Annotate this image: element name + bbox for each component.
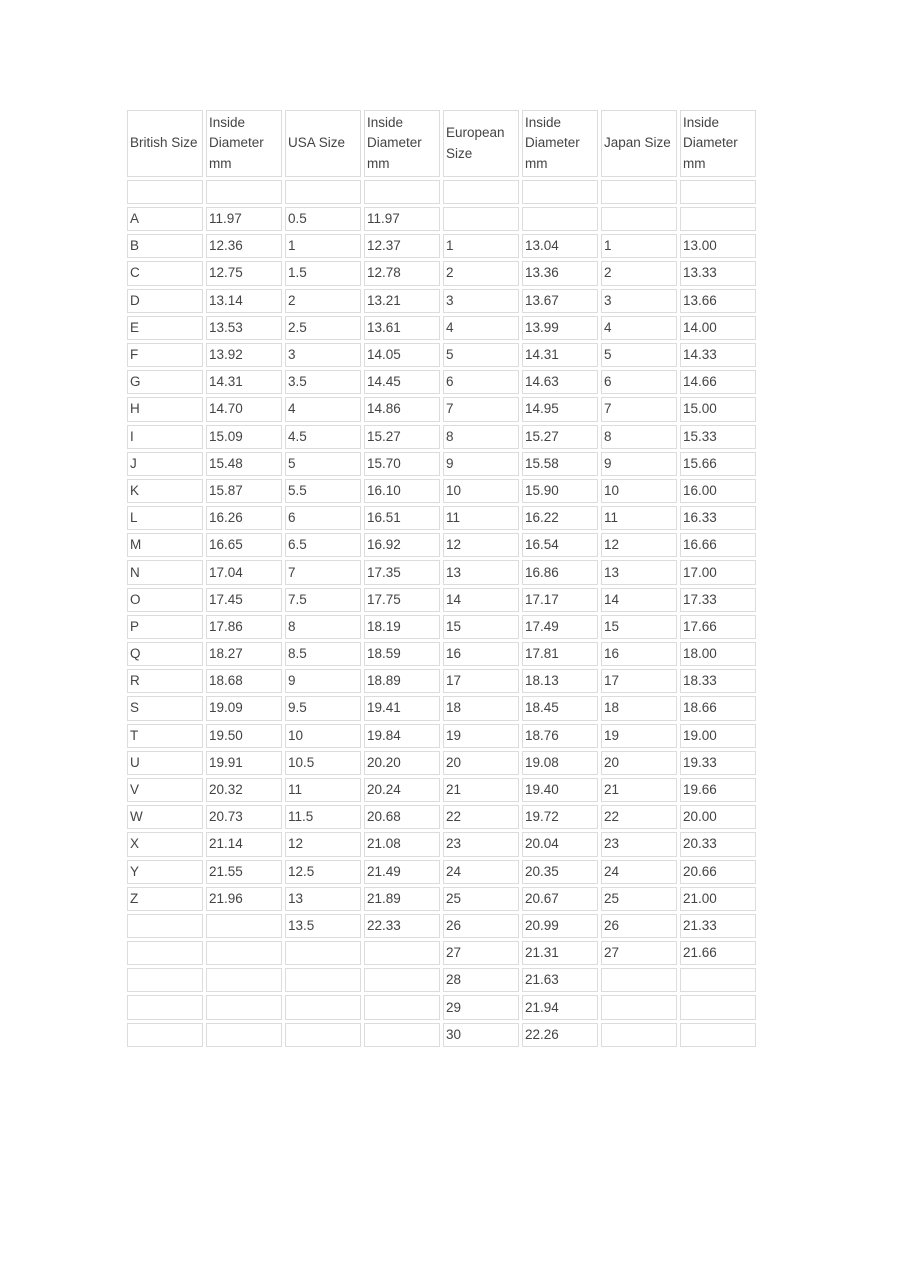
japan-size-cell: 9 [601,452,677,476]
usa-diameter-cell: 15.27 [364,425,440,449]
usa-size-cell [285,1023,361,1047]
british-diameter-cell: 17.45 [206,588,282,612]
usa-diameter-cell: 16.51 [364,506,440,530]
table-row [127,887,756,911]
usa-size-cell: 8.5 [285,642,361,666]
usa-diameter-cell: 12.78 [364,261,440,285]
japan-size-cell: 2 [601,261,677,285]
japan-size-cell [601,207,677,231]
usa-size-cell: 11.5 [285,805,361,829]
usa-size-cell: 10.5 [285,751,361,775]
japan-diameter-cell: 17.00 [680,560,756,584]
british-diameter-cell [206,1023,282,1047]
european-diameter-cell [522,207,598,231]
table-row [127,370,756,394]
european-size-cell [443,207,519,231]
japan-diameter-cell: 20.33 [680,832,756,856]
british-size-cell: N [127,560,203,584]
japan-diameter-cell: 16.33 [680,506,756,530]
header-japan-inside-diameter: Inside Diameter mm [680,110,756,177]
japan-size-cell: 13 [601,560,677,584]
japan-size-cell [601,995,677,1019]
usa-diameter-cell: 21.49 [364,860,440,884]
usa-size-cell: 12 [285,832,361,856]
european-size-cell: 22 [443,805,519,829]
european-size-cell: 6 [443,370,519,394]
usa-size-cell [285,995,361,1019]
british-size-cell: C [127,261,203,285]
table-row [127,615,756,639]
japan-diameter-cell: 18.33 [680,669,756,693]
european-diameter-cell: 21.31 [522,941,598,965]
usa-diameter-cell: 18.89 [364,669,440,693]
british-size-cell: Y [127,860,203,884]
european-diameter-cell: 18.76 [522,724,598,748]
european-diameter-cell: 17.81 [522,642,598,666]
header-european-size: European Size [443,110,519,177]
british-diameter-cell: 12.36 [206,234,282,258]
usa-size-cell: 6.5 [285,533,361,557]
british-size-cell: W [127,805,203,829]
british-size-cell: M [127,533,203,557]
table-row [127,180,756,204]
japan-size-cell: 5 [601,343,677,367]
usa-diameter-cell: 17.35 [364,560,440,584]
usa-diameter-cell: 14.86 [364,397,440,421]
european-diameter-cell: 19.08 [522,751,598,775]
table-row [127,860,756,884]
british-size-cell: V [127,778,203,802]
european-diameter-cell: 15.58 [522,452,598,476]
japan-size-cell: 27 [601,941,677,965]
european-diameter-cell: 14.95 [522,397,598,421]
usa-size-cell: 5.5 [285,479,361,503]
usa-size-cell: 7 [285,560,361,584]
japan-diameter-cell: 20.00 [680,805,756,829]
usa-diameter-cell: 11.97 [364,207,440,231]
japan-diameter-cell [680,180,756,204]
table-row [127,995,756,1019]
british-size-cell: D [127,289,203,313]
european-diameter-cell [522,180,598,204]
usa-diameter-cell [364,968,440,992]
usa-size-cell: 5 [285,452,361,476]
table-row [127,397,756,421]
japan-diameter-cell: 16.00 [680,479,756,503]
usa-diameter-cell: 21.08 [364,832,440,856]
usa-diameter-cell [364,995,440,1019]
japan-diameter-cell: 14.33 [680,343,756,367]
usa-size-cell: 6 [285,506,361,530]
european-size-cell: 19 [443,724,519,748]
table-row [127,316,756,340]
usa-size-cell: 4.5 [285,425,361,449]
header-usa-inside-diameter: Inside Diameter mm [364,110,440,177]
usa-size-cell: 2 [285,289,361,313]
usa-size-cell: 9.5 [285,696,361,720]
european-diameter-cell: 13.67 [522,289,598,313]
usa-size-cell [285,941,361,965]
british-diameter-cell [206,914,282,938]
european-diameter-cell: 21.94 [522,995,598,1019]
usa-diameter-cell: 13.21 [364,289,440,313]
table-row [127,452,756,476]
european-diameter-cell: 16.86 [522,560,598,584]
european-diameter-cell: 19.40 [522,778,598,802]
british-diameter-cell: 16.26 [206,506,282,530]
british-diameter-cell: 21.96 [206,887,282,911]
usa-diameter-cell: 20.24 [364,778,440,802]
table-row [127,669,756,693]
british-size-cell [127,995,203,1019]
japan-diameter-cell: 21.33 [680,914,756,938]
european-size-cell: 5 [443,343,519,367]
european-diameter-cell: 14.31 [522,343,598,367]
european-size-cell: 10 [443,479,519,503]
ring-size-table [124,107,759,1050]
european-size-cell: 13 [443,560,519,584]
usa-diameter-cell: 14.45 [364,370,440,394]
japan-diameter-cell: 21.66 [680,941,756,965]
table-row [127,533,756,557]
japan-size-cell: 12 [601,533,677,557]
japan-size-cell: 23 [601,832,677,856]
european-diameter-cell: 13.04 [522,234,598,258]
european-diameter-cell: 19.72 [522,805,598,829]
british-diameter-cell: 11.97 [206,207,282,231]
british-size-cell: O [127,588,203,612]
table-row [127,479,756,503]
japan-diameter-cell [680,1023,756,1047]
british-size-cell [127,180,203,204]
european-size-cell: 3 [443,289,519,313]
table-row [127,1023,756,1047]
european-size-cell: 29 [443,995,519,1019]
usa-size-cell: 7.5 [285,588,361,612]
usa-size-cell: 10 [285,724,361,748]
table-row [127,805,756,829]
british-size-cell: Z [127,887,203,911]
table-row [127,941,756,965]
table-row [127,261,756,285]
european-diameter-cell: 20.35 [522,860,598,884]
usa-size-cell [285,968,361,992]
british-diameter-cell [206,995,282,1019]
british-diameter-cell: 21.55 [206,860,282,884]
european-size-cell [443,180,519,204]
european-size-cell: 2 [443,261,519,285]
usa-size-cell: 13 [285,887,361,911]
japan-diameter-cell: 19.33 [680,751,756,775]
header-british-inside-diameter: Inside Diameter mm [206,110,282,177]
japan-size-cell: 24 [601,860,677,884]
japan-size-cell: 18 [601,696,677,720]
european-size-cell: 28 [443,968,519,992]
european-size-cell: 18 [443,696,519,720]
japan-size-cell: 17 [601,669,677,693]
british-size-cell: T [127,724,203,748]
european-diameter-cell: 20.99 [522,914,598,938]
japan-diameter-cell [680,207,756,231]
european-size-cell: 23 [443,832,519,856]
european-size-cell: 9 [443,452,519,476]
european-diameter-cell: 18.13 [522,669,598,693]
british-size-cell: F [127,343,203,367]
european-diameter-cell: 15.27 [522,425,598,449]
header-european-inside-diameter: Inside Diameter mm [522,110,598,177]
british-diameter-cell: 15.87 [206,479,282,503]
japan-size-cell [601,1023,677,1047]
british-size-cell: G [127,370,203,394]
table-row [127,832,756,856]
european-diameter-cell: 18.45 [522,696,598,720]
japan-size-cell: 1 [601,234,677,258]
table-row [127,914,756,938]
usa-size-cell: 1.5 [285,261,361,285]
british-size-cell: P [127,615,203,639]
usa-diameter-cell: 13.61 [364,316,440,340]
british-diameter-cell [206,968,282,992]
european-diameter-cell: 17.49 [522,615,598,639]
british-size-cell: A [127,207,203,231]
british-diameter-cell: 13.14 [206,289,282,313]
european-diameter-cell: 20.04 [522,832,598,856]
japan-size-cell: 10 [601,479,677,503]
japan-size-cell: 19 [601,724,677,748]
british-size-cell: H [127,397,203,421]
japan-diameter-cell: 13.33 [680,261,756,285]
table-row [127,778,756,802]
japan-diameter-cell [680,968,756,992]
british-size-cell [127,1023,203,1047]
table-row [127,207,756,231]
european-diameter-cell: 14.63 [522,370,598,394]
european-size-cell: 20 [443,751,519,775]
japan-diameter-cell: 19.66 [680,778,756,802]
japan-diameter-cell: 14.00 [680,316,756,340]
usa-size-cell: 0.5 [285,207,361,231]
british-size-cell: K [127,479,203,503]
japan-diameter-cell: 15.66 [680,452,756,476]
japan-diameter-cell: 13.00 [680,234,756,258]
usa-diameter-cell: 19.41 [364,696,440,720]
japan-size-cell: 26 [601,914,677,938]
usa-size-cell [285,180,361,204]
usa-diameter-cell: 18.19 [364,615,440,639]
european-diameter-cell: 15.90 [522,479,598,503]
japan-size-cell [601,180,677,204]
british-size-cell: Q [127,642,203,666]
usa-size-cell: 12.5 [285,860,361,884]
british-diameter-cell [206,941,282,965]
european-diameter-cell: 20.67 [522,887,598,911]
british-diameter-cell: 15.09 [206,425,282,449]
british-diameter-cell: 13.53 [206,316,282,340]
japan-size-cell: 4 [601,316,677,340]
usa-diameter-cell: 20.20 [364,751,440,775]
table-row [127,425,756,449]
usa-diameter-cell: 16.10 [364,479,440,503]
british-diameter-cell: 12.75 [206,261,282,285]
usa-size-cell: 2.5 [285,316,361,340]
european-size-cell: 8 [443,425,519,449]
european-size-cell: 24 [443,860,519,884]
usa-size-cell: 9 [285,669,361,693]
european-size-cell: 12 [443,533,519,557]
european-size-cell: 30 [443,1023,519,1047]
british-diameter-cell: 17.86 [206,615,282,639]
european-size-cell: 17 [443,669,519,693]
japan-diameter-cell: 16.66 [680,533,756,557]
british-diameter-cell: 17.04 [206,560,282,584]
british-size-cell: R [127,669,203,693]
japan-diameter-cell: 15.33 [680,425,756,449]
japan-diameter-cell: 21.00 [680,887,756,911]
japan-diameter-cell: 17.66 [680,615,756,639]
british-size-cell: J [127,452,203,476]
european-diameter-cell: 17.17 [522,588,598,612]
japan-size-cell: 14 [601,588,677,612]
usa-size-cell: 11 [285,778,361,802]
usa-diameter-cell: 18.59 [364,642,440,666]
table-row [127,696,756,720]
header-british-size: British Size [127,110,203,177]
japan-size-cell: 21 [601,778,677,802]
table-row [127,560,756,584]
table-row [127,234,756,258]
usa-diameter-cell: 15.70 [364,452,440,476]
japan-size-cell: 16 [601,642,677,666]
table-row [127,751,756,775]
european-size-cell: 21 [443,778,519,802]
japan-size-cell: 7 [601,397,677,421]
japan-size-cell [601,968,677,992]
european-size-cell: 27 [443,941,519,965]
british-diameter-cell: 21.14 [206,832,282,856]
usa-diameter-cell: 17.75 [364,588,440,612]
japan-diameter-cell: 17.33 [680,588,756,612]
usa-size-cell: 3.5 [285,370,361,394]
european-size-cell: 14 [443,588,519,612]
japan-diameter-cell: 20.66 [680,860,756,884]
european-size-cell: 15 [443,615,519,639]
japan-diameter-cell: 13.66 [680,289,756,313]
european-size-cell: 25 [443,887,519,911]
usa-size-cell: 4 [285,397,361,421]
japan-diameter-cell: 14.66 [680,370,756,394]
british-diameter-cell: 18.68 [206,669,282,693]
british-size-cell: B [127,234,203,258]
british-diameter-cell: 14.31 [206,370,282,394]
table-row [127,724,756,748]
european-size-cell: 1 [443,234,519,258]
usa-diameter-cell: 20.68 [364,805,440,829]
european-diameter-cell: 22.26 [522,1023,598,1047]
british-diameter-cell: 14.70 [206,397,282,421]
table-row [127,343,756,367]
table-row [127,588,756,612]
japan-size-cell: 8 [601,425,677,449]
british-size-cell [127,968,203,992]
british-size-cell: X [127,832,203,856]
british-diameter-cell: 19.09 [206,696,282,720]
japan-diameter-cell: 18.00 [680,642,756,666]
british-size-cell: E [127,316,203,340]
british-diameter-cell: 15.48 [206,452,282,476]
usa-diameter-cell [364,180,440,204]
european-size-cell: 26 [443,914,519,938]
british-diameter-cell: 19.91 [206,751,282,775]
table-header-row [127,110,756,177]
table-row [127,642,756,666]
european-diameter-cell: 16.54 [522,533,598,557]
table-row [127,289,756,313]
british-size-cell [127,941,203,965]
british-diameter-cell: 20.32 [206,778,282,802]
british-size-cell: U [127,751,203,775]
usa-size-cell: 3 [285,343,361,367]
header-usa-size: USA Size [285,110,361,177]
british-diameter-cell: 13.92 [206,343,282,367]
usa-size-cell: 8 [285,615,361,639]
british-size-cell: L [127,506,203,530]
japan-size-cell: 15 [601,615,677,639]
british-diameter-cell: 16.65 [206,533,282,557]
european-size-cell: 4 [443,316,519,340]
japan-diameter-cell [680,995,756,1019]
japan-diameter-cell: 18.66 [680,696,756,720]
usa-size-cell: 1 [285,234,361,258]
british-size-cell: I [127,425,203,449]
japan-size-cell: 6 [601,370,677,394]
japan-size-cell: 3 [601,289,677,313]
usa-diameter-cell: 19.84 [364,724,440,748]
japan-size-cell: 11 [601,506,677,530]
usa-diameter-cell [364,1023,440,1047]
british-diameter-cell: 18.27 [206,642,282,666]
european-diameter-cell: 16.22 [522,506,598,530]
british-diameter-cell [206,180,282,204]
japan-size-cell: 22 [601,805,677,829]
european-diameter-cell: 13.99 [522,316,598,340]
header-japan-size: Japan Size [601,110,677,177]
british-diameter-cell: 19.50 [206,724,282,748]
british-size-cell [127,914,203,938]
table-row [127,506,756,530]
european-size-cell: 11 [443,506,519,530]
japan-size-cell: 20 [601,751,677,775]
japan-diameter-cell: 15.00 [680,397,756,421]
british-diameter-cell: 20.73 [206,805,282,829]
usa-diameter-cell: 12.37 [364,234,440,258]
european-size-cell: 16 [443,642,519,666]
usa-diameter-cell: 22.33 [364,914,440,938]
usa-diameter-cell: 14.05 [364,343,440,367]
usa-diameter-cell: 16.92 [364,533,440,557]
table-row [127,968,756,992]
usa-diameter-cell: 21.89 [364,887,440,911]
usa-diameter-cell [364,941,440,965]
usa-size-cell: 13.5 [285,914,361,938]
european-size-cell: 7 [443,397,519,421]
european-diameter-cell: 13.36 [522,261,598,285]
european-diameter-cell: 21.63 [522,968,598,992]
british-size-cell: S [127,696,203,720]
japan-size-cell: 25 [601,887,677,911]
japan-diameter-cell: 19.00 [680,724,756,748]
